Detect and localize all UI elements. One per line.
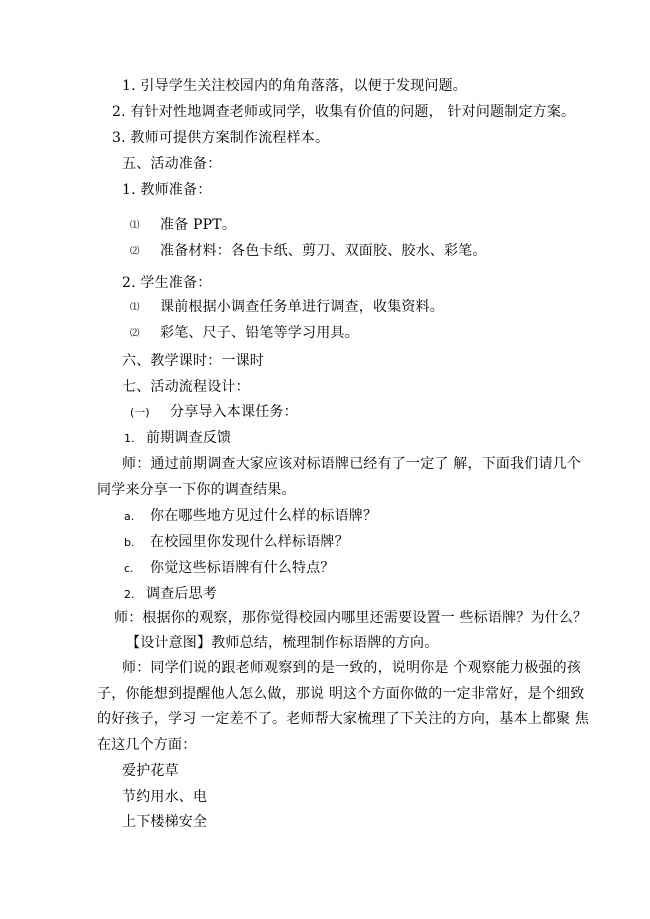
student-prep-item: 彩笔、尺子、铅笔等学习用具。 bbox=[160, 325, 359, 341]
list-marker: ⑵ bbox=[130, 246, 140, 257]
paragraph-line: 师：通过前期调查大家应该对标语牌已经有了一定了 解，下面我们请几个 bbox=[122, 456, 582, 472]
question-text: 在校园里你发现什么样标语牌？ bbox=[150, 534, 349, 550]
paragraph-line: 师：根据你的观察，那你觉得校园内哪里还需要设置一 些标语牌？为什么？ bbox=[114, 610, 588, 626]
paragraph-line: 子，你能想到提醒他人怎么做，那说 明这个方面你做的一定非常好，是个细致 bbox=[97, 686, 585, 702]
goal-item-2: 2. 有针对性地调查老师或同学，收集有价值的问题， 针对问题制定方案。 bbox=[112, 104, 576, 120]
paragraph-line: 师：同学们说的跟老师观察到的是一致的，说明你是 个观察能力极强的孩 bbox=[122, 660, 582, 676]
teacher-prep-item: 准备 PPT。 bbox=[160, 217, 237, 233]
direction-item: 爱护花草 bbox=[122, 763, 179, 779]
goal-item-1: 1. 引导学生关注校园内的角角落落，以便于发现问题。 bbox=[122, 78, 468, 94]
teacher-prep-heading: 1. 教师准备： bbox=[122, 182, 212, 198]
step-marker: 2. bbox=[124, 588, 135, 601]
question-text: 你觉这些标语牌有什么特点？ bbox=[150, 560, 335, 576]
section-six-heading: 六、教学课时：一课时 bbox=[122, 353, 264, 369]
step-title: 前期调查反馈 bbox=[146, 430, 232, 446]
question-marker: c. bbox=[124, 562, 134, 575]
student-prep-item: 课前根据小调查任务单进行调查，收集资料。 bbox=[160, 299, 444, 315]
section-five-heading: 五、活动准备： bbox=[122, 156, 222, 172]
step-title: 调查后思考 bbox=[146, 586, 217, 602]
direction-item: 节约用水、电 bbox=[122, 789, 208, 805]
list-marker: ⑴ bbox=[130, 302, 140, 313]
paragraph-line: 的好孩子，学习 一定差不了。老师帮大家梳理了下关注的方向，基本上都聚 焦 bbox=[97, 711, 590, 727]
step-marker: 1. bbox=[124, 432, 135, 445]
design-intent: 【设计意图】教师总结，梳理制作标语牌的方向。 bbox=[126, 635, 439, 651]
part-title: 分享导入本课任务： bbox=[170, 404, 298, 420]
part-marker: (一) bbox=[130, 406, 150, 419]
paragraph-line: 同学来分享一下你的调查结果。 bbox=[97, 482, 296, 498]
student-prep-heading: 2. 学生准备： bbox=[122, 275, 212, 291]
question-text: 你在哪些地方见过什么样的标语牌？ bbox=[150, 508, 378, 524]
direction-item: 上下楼梯安全 bbox=[122, 814, 208, 830]
paragraph-line: 在这几个方面： bbox=[97, 737, 197, 753]
list-marker: ⑴ bbox=[130, 220, 140, 231]
teacher-prep-item: 准备材料：各色卡纸、剪刀、双面胶、胶水、彩笔。 bbox=[160, 243, 487, 259]
section-seven-heading: 七、活动流程设计： bbox=[122, 379, 250, 395]
list-marker: ⑵ bbox=[130, 328, 140, 339]
question-marker: b. bbox=[124, 536, 135, 549]
question-marker: a. bbox=[124, 510, 135, 523]
goal-item-3: 3. 教师可提供方案制作流程样本。 bbox=[112, 130, 330, 146]
